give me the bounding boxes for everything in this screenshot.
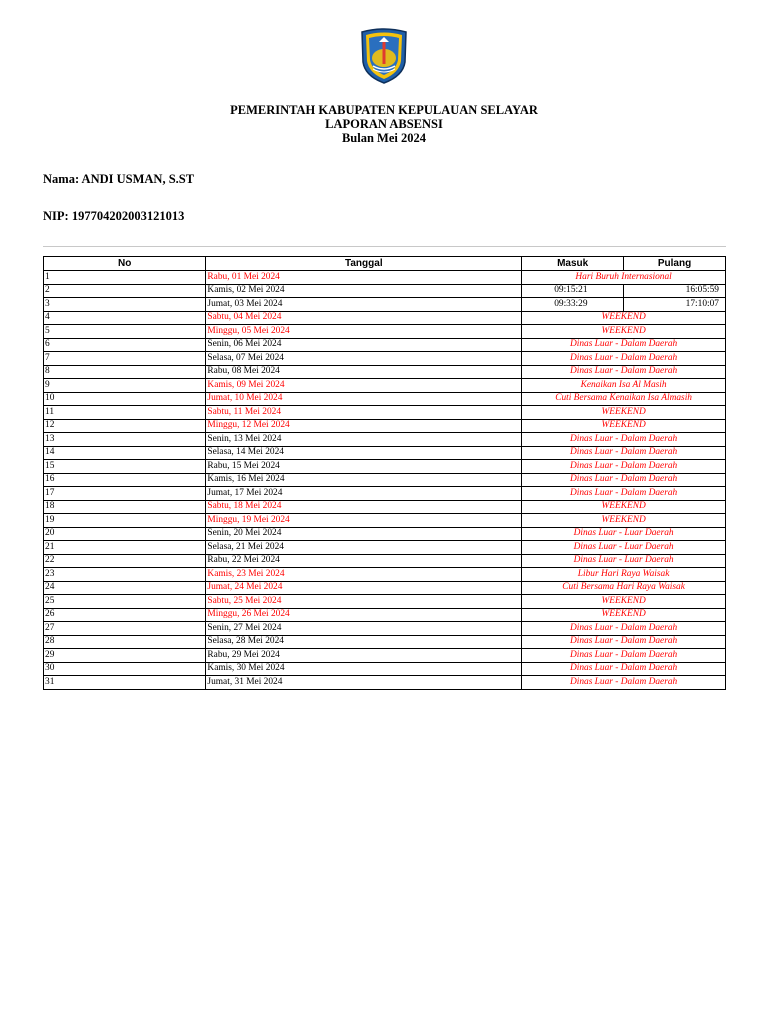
cell-no: 22	[44, 554, 206, 568]
cell-keterangan: WEEKEND	[522, 419, 726, 433]
table-row	[44, 352, 726, 366]
table-row	[44, 298, 726, 312]
cell-keterangan: Dinas Luar - Dalam Daerah	[522, 433, 726, 447]
cell-no: 13	[44, 433, 206, 447]
cell-no: 12	[44, 419, 206, 433]
cell-no: 16	[44, 473, 206, 487]
column-header-pulang: Pulang	[624, 257, 726, 271]
cell-keterangan: Dinas Luar - Luar Daerah	[522, 541, 726, 555]
cell-tanggal: Senin, 27 Mei 2024	[206, 622, 522, 636]
cell-no: 6	[44, 338, 206, 352]
cell-no: 8	[44, 365, 206, 379]
cell-keterangan: Dinas Luar - Dalam Daerah	[522, 446, 726, 460]
cell-tanggal: Kamis, 09 Mei 2024	[206, 379, 522, 393]
cell-no: 23	[44, 568, 206, 582]
cell-no: 28	[44, 635, 206, 649]
cell-masuk: 09:33:29	[522, 298, 624, 312]
table-row	[44, 446, 726, 460]
employee-nip: NIP: 197704202003121013	[43, 209, 185, 223]
cell-no: 21	[44, 541, 206, 555]
cell-tanggal: Selasa, 14 Mei 2024	[206, 446, 522, 460]
cell-keterangan: Dinas Luar - Luar Daerah	[522, 554, 726, 568]
cell-no: 31	[44, 676, 206, 690]
cell-tanggal: Kamis, 23 Mei 2024	[206, 568, 522, 582]
column-header-no: No	[44, 257, 206, 271]
cell-no: 4	[44, 311, 206, 325]
cell-no: 7	[44, 352, 206, 366]
cell-tanggal: Sabtu, 18 Mei 2024	[206, 500, 522, 514]
cell-no: 29	[44, 649, 206, 663]
cell-no: 3	[44, 298, 206, 312]
cell-keterangan: Cuti Bersama Kenaikan Isa Almasih	[522, 392, 726, 406]
cell-no: 15	[44, 460, 206, 474]
cell-keterangan: WEEKEND	[522, 325, 726, 339]
cell-keterangan: Libur Hari Raya Waisak	[522, 568, 726, 582]
cell-keterangan: WEEKEND	[522, 514, 726, 528]
table-row	[44, 379, 726, 393]
cell-keterangan: Kenaikan Isa Al Masih	[522, 379, 726, 393]
table-row	[44, 649, 726, 663]
cell-tanggal: Rabu, 01 Mei 2024	[206, 271, 522, 285]
cell-keterangan: Dinas Luar - Dalam Daerah	[522, 473, 726, 487]
table-row	[44, 338, 726, 352]
cell-tanggal: Minggu, 26 Mei 2024	[206, 608, 522, 622]
cell-tanggal: Rabu, 22 Mei 2024	[206, 554, 522, 568]
table-row	[44, 487, 726, 501]
cell-keterangan: Dinas Luar - Dalam Daerah	[522, 460, 726, 474]
cell-tanggal: Minggu, 19 Mei 2024	[206, 514, 522, 528]
divider	[43, 246, 726, 247]
table-row	[44, 514, 726, 528]
cell-no: 2	[44, 284, 206, 298]
cell-keterangan: Dinas Luar - Dalam Daerah	[522, 487, 726, 501]
cell-keterangan: Dinas Luar - Dalam Daerah	[522, 649, 726, 663]
cell-keterangan: WEEKEND	[522, 406, 726, 420]
employee-name: Nama: ANDI USMAN, S.ST	[43, 172, 195, 186]
cell-no: 24	[44, 581, 206, 595]
report-title: LAPORAN ABSENSI	[325, 117, 443, 131]
cell-no: 17	[44, 487, 206, 501]
cell-keterangan: WEEKEND	[522, 311, 726, 325]
table-row	[44, 311, 726, 325]
cell-tanggal: Senin, 06 Mei 2024	[206, 338, 522, 352]
table-row	[44, 419, 726, 433]
table-row	[44, 473, 726, 487]
cell-no: 20	[44, 527, 206, 541]
table-header-row	[44, 257, 726, 271]
cell-tanggal: Selasa, 07 Mei 2024	[206, 352, 522, 366]
cell-tanggal: Selasa, 21 Mei 2024	[206, 541, 522, 555]
cell-no: 10	[44, 392, 206, 406]
table-row	[44, 271, 726, 285]
cell-tanggal: Rabu, 08 Mei 2024	[206, 365, 522, 379]
table-row	[44, 406, 726, 420]
kepulauan-selayar-emblem-icon	[359, 28, 409, 84]
cell-no: 14	[44, 446, 206, 460]
cell-no: 30	[44, 662, 206, 676]
cell-keterangan: Cuti Bersama Hari Raya Waisak	[522, 581, 726, 595]
table-row	[44, 392, 726, 406]
table-row	[44, 527, 726, 541]
cell-tanggal: Kamis, 02 Mei 2024	[206, 284, 522, 298]
cell-no: 11	[44, 406, 206, 420]
cell-keterangan: Dinas Luar - Dalam Daerah	[522, 676, 726, 690]
cell-pulang: 17:10:07	[624, 298, 726, 312]
report-period: Bulan Mei 2024	[341, 131, 427, 145]
cell-tanggal: Kamis, 30 Mei 2024	[206, 662, 522, 676]
table-row	[44, 554, 726, 568]
table-row	[44, 541, 726, 555]
column-header-masuk: Masuk	[522, 257, 624, 271]
cell-no: 9	[44, 379, 206, 393]
cell-keterangan: WEEKEND	[522, 500, 726, 514]
table-row	[44, 500, 726, 514]
table-row	[44, 325, 726, 339]
cell-keterangan: Dinas Luar - Luar Daerah	[522, 527, 726, 541]
table-row	[44, 365, 726, 379]
cell-keterangan: WEEKEND	[522, 595, 726, 609]
cell-tanggal: Jumat, 10 Mei 2024	[206, 392, 522, 406]
cell-tanggal: Jumat, 24 Mei 2024	[206, 581, 522, 595]
cell-tanggal: Sabtu, 11 Mei 2024	[206, 406, 522, 420]
table-row	[44, 676, 726, 690]
cell-tanggal: Jumat, 03 Mei 2024	[206, 298, 522, 312]
column-header-tanggal: Tanggal	[206, 257, 522, 271]
table-row	[44, 460, 726, 474]
cell-no: 1	[44, 271, 206, 285]
table-row	[44, 581, 726, 595]
cell-no: 19	[44, 514, 206, 528]
cell-tanggal: Jumat, 17 Mei 2024	[206, 487, 522, 501]
cell-keterangan: Dinas Luar - Dalam Daerah	[522, 352, 726, 366]
cell-pulang: 16:05:59	[624, 284, 726, 298]
cell-no: 18	[44, 500, 206, 514]
cell-tanggal: Sabtu, 25 Mei 2024	[206, 595, 522, 609]
cell-tanggal: Senin, 20 Mei 2024	[206, 527, 522, 541]
cell-keterangan: Dinas Luar - Dalam Daerah	[522, 635, 726, 649]
cell-tanggal: Sabtu, 04 Mei 2024	[206, 311, 522, 325]
cell-no: 27	[44, 622, 206, 636]
cell-keterangan: Dinas Luar - Dalam Daerah	[522, 622, 726, 636]
table-row	[44, 568, 726, 582]
cell-keterangan: Dinas Luar - Dalam Daerah	[522, 338, 726, 352]
report-header	[0, 103, 768, 145]
cell-tanggal: Minggu, 12 Mei 2024	[206, 419, 522, 433]
table-row	[44, 622, 726, 636]
table-row	[44, 662, 726, 676]
cell-tanggal: Rabu, 15 Mei 2024	[206, 460, 522, 474]
cell-keterangan: Hari Buruh Internasional	[522, 271, 726, 285]
cell-tanggal: Minggu, 05 Mei 2024	[206, 325, 522, 339]
cell-tanggal: Selasa, 28 Mei 2024	[206, 635, 522, 649]
cell-keterangan: WEEKEND	[522, 608, 726, 622]
table-row	[44, 284, 726, 298]
cell-tanggal: Kamis, 16 Mei 2024	[206, 473, 522, 487]
cell-tanggal: Senin, 13 Mei 2024	[206, 433, 522, 447]
cell-no: 25	[44, 595, 206, 609]
cell-keterangan: Dinas Luar - Dalam Daerah	[522, 365, 726, 379]
cell-tanggal: Rabu, 29 Mei 2024	[206, 649, 522, 663]
attendance-table	[43, 256, 726, 690]
table-row	[44, 635, 726, 649]
cell-masuk: 09:15:21	[522, 284, 624, 298]
table-row	[44, 433, 726, 447]
cell-keterangan: Dinas Luar - Dalam Daerah	[522, 662, 726, 676]
table-row	[44, 595, 726, 609]
cell-tanggal: Jumat, 31 Mei 2024	[206, 676, 522, 690]
government-title: PEMERINTAH KABUPATEN KEPULAUAN SELAYAR	[230, 103, 538, 117]
table-row	[44, 608, 726, 622]
cell-no: 5	[44, 325, 206, 339]
cell-no: 26	[44, 608, 206, 622]
